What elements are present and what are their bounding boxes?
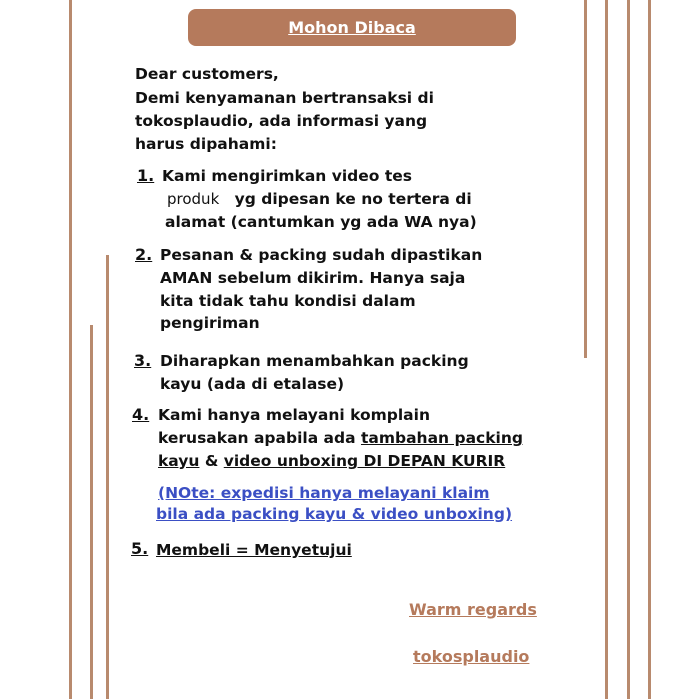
intro-line-1: Dear customers, — [135, 65, 279, 83]
intro-line-4: harus dipahami: — [135, 135, 277, 153]
intro-line-2: Demi kenyamanan bertransaksi di — [135, 89, 434, 107]
item-4-line-3-mid: & — [199, 452, 224, 470]
item-2-line-4: pengiriman — [160, 314, 260, 332]
item-5-text: Membeli = Menyetujui — [156, 541, 352, 559]
frame-line-right-3 — [627, 0, 630, 699]
item-4-line-3-kayu: kayu — [158, 452, 200, 470]
frame-line-left-inner-1 — [90, 325, 93, 699]
header-banner — [188, 9, 516, 46]
frame-line-left-inner-2 — [106, 255, 109, 699]
item-3-line-2: kayu (ada di etalase) — [160, 375, 345, 393]
header-title: Mohon Dibaca — [288, 18, 416, 37]
item-2-line-3: kita tidak tahu kondisi dalam — [160, 292, 416, 310]
item-2-line-1: Pesanan & packing sudah dipastikan — [160, 246, 483, 264]
signature-shop: tokosplaudio — [413, 647, 530, 666]
item-1-number: 1. — [137, 166, 155, 185]
item-3-number: 3. — [134, 351, 152, 370]
item-1-line-2 — [167, 189, 472, 209]
item-5-number: 5. — [131, 539, 149, 558]
item-2-line-2: AMAN sebelum dikirim. Hanya saja — [160, 269, 466, 287]
frame-line-left-outer — [69, 0, 72, 699]
item-2-number: 2. — [135, 245, 153, 264]
item-1-line-1: Kami mengirimkan video tes — [162, 167, 412, 185]
item-4-line-2 — [158, 428, 523, 448]
item-4-line-2-underlined: tambahan packing — [360, 429, 523, 447]
item-4-number: 4. — [132, 405, 150, 424]
item-4-line-2-plain: kerusakan apabila ada — [158, 429, 361, 447]
item-1-line-3: alamat (cantumkan yg ada WA nya) — [165, 213, 477, 231]
frame-line-right-1 — [584, 0, 587, 358]
item-1-line-2-rest: yg dipesan ke no tertera di — [234, 190, 472, 208]
item-4-line-3-video: video unboxing DI DEPAN KURIR — [223, 452, 506, 470]
frame-line-right-4 — [648, 0, 651, 699]
signature-regards: Warm regards — [409, 600, 537, 619]
frame-line-right-2 — [605, 0, 608, 699]
item-1-handwritten-word: produk — [167, 190, 220, 208]
item-4-line-3 — [158, 451, 505, 471]
item-4-note-line-1: (NOte: expedisi hanya melayani klaim — [158, 484, 490, 502]
item-3-line-1: Diharapkan menambahkan packing — [160, 352, 469, 370]
item-4-note-line-2: bila ada packing kayu & video unboxing) — [156, 505, 513, 523]
intro-line-3: tokosplaudio, ada informasi yang — [135, 112, 428, 130]
item-4-line-1: Kami hanya melayani komplain — [158, 406, 430, 424]
